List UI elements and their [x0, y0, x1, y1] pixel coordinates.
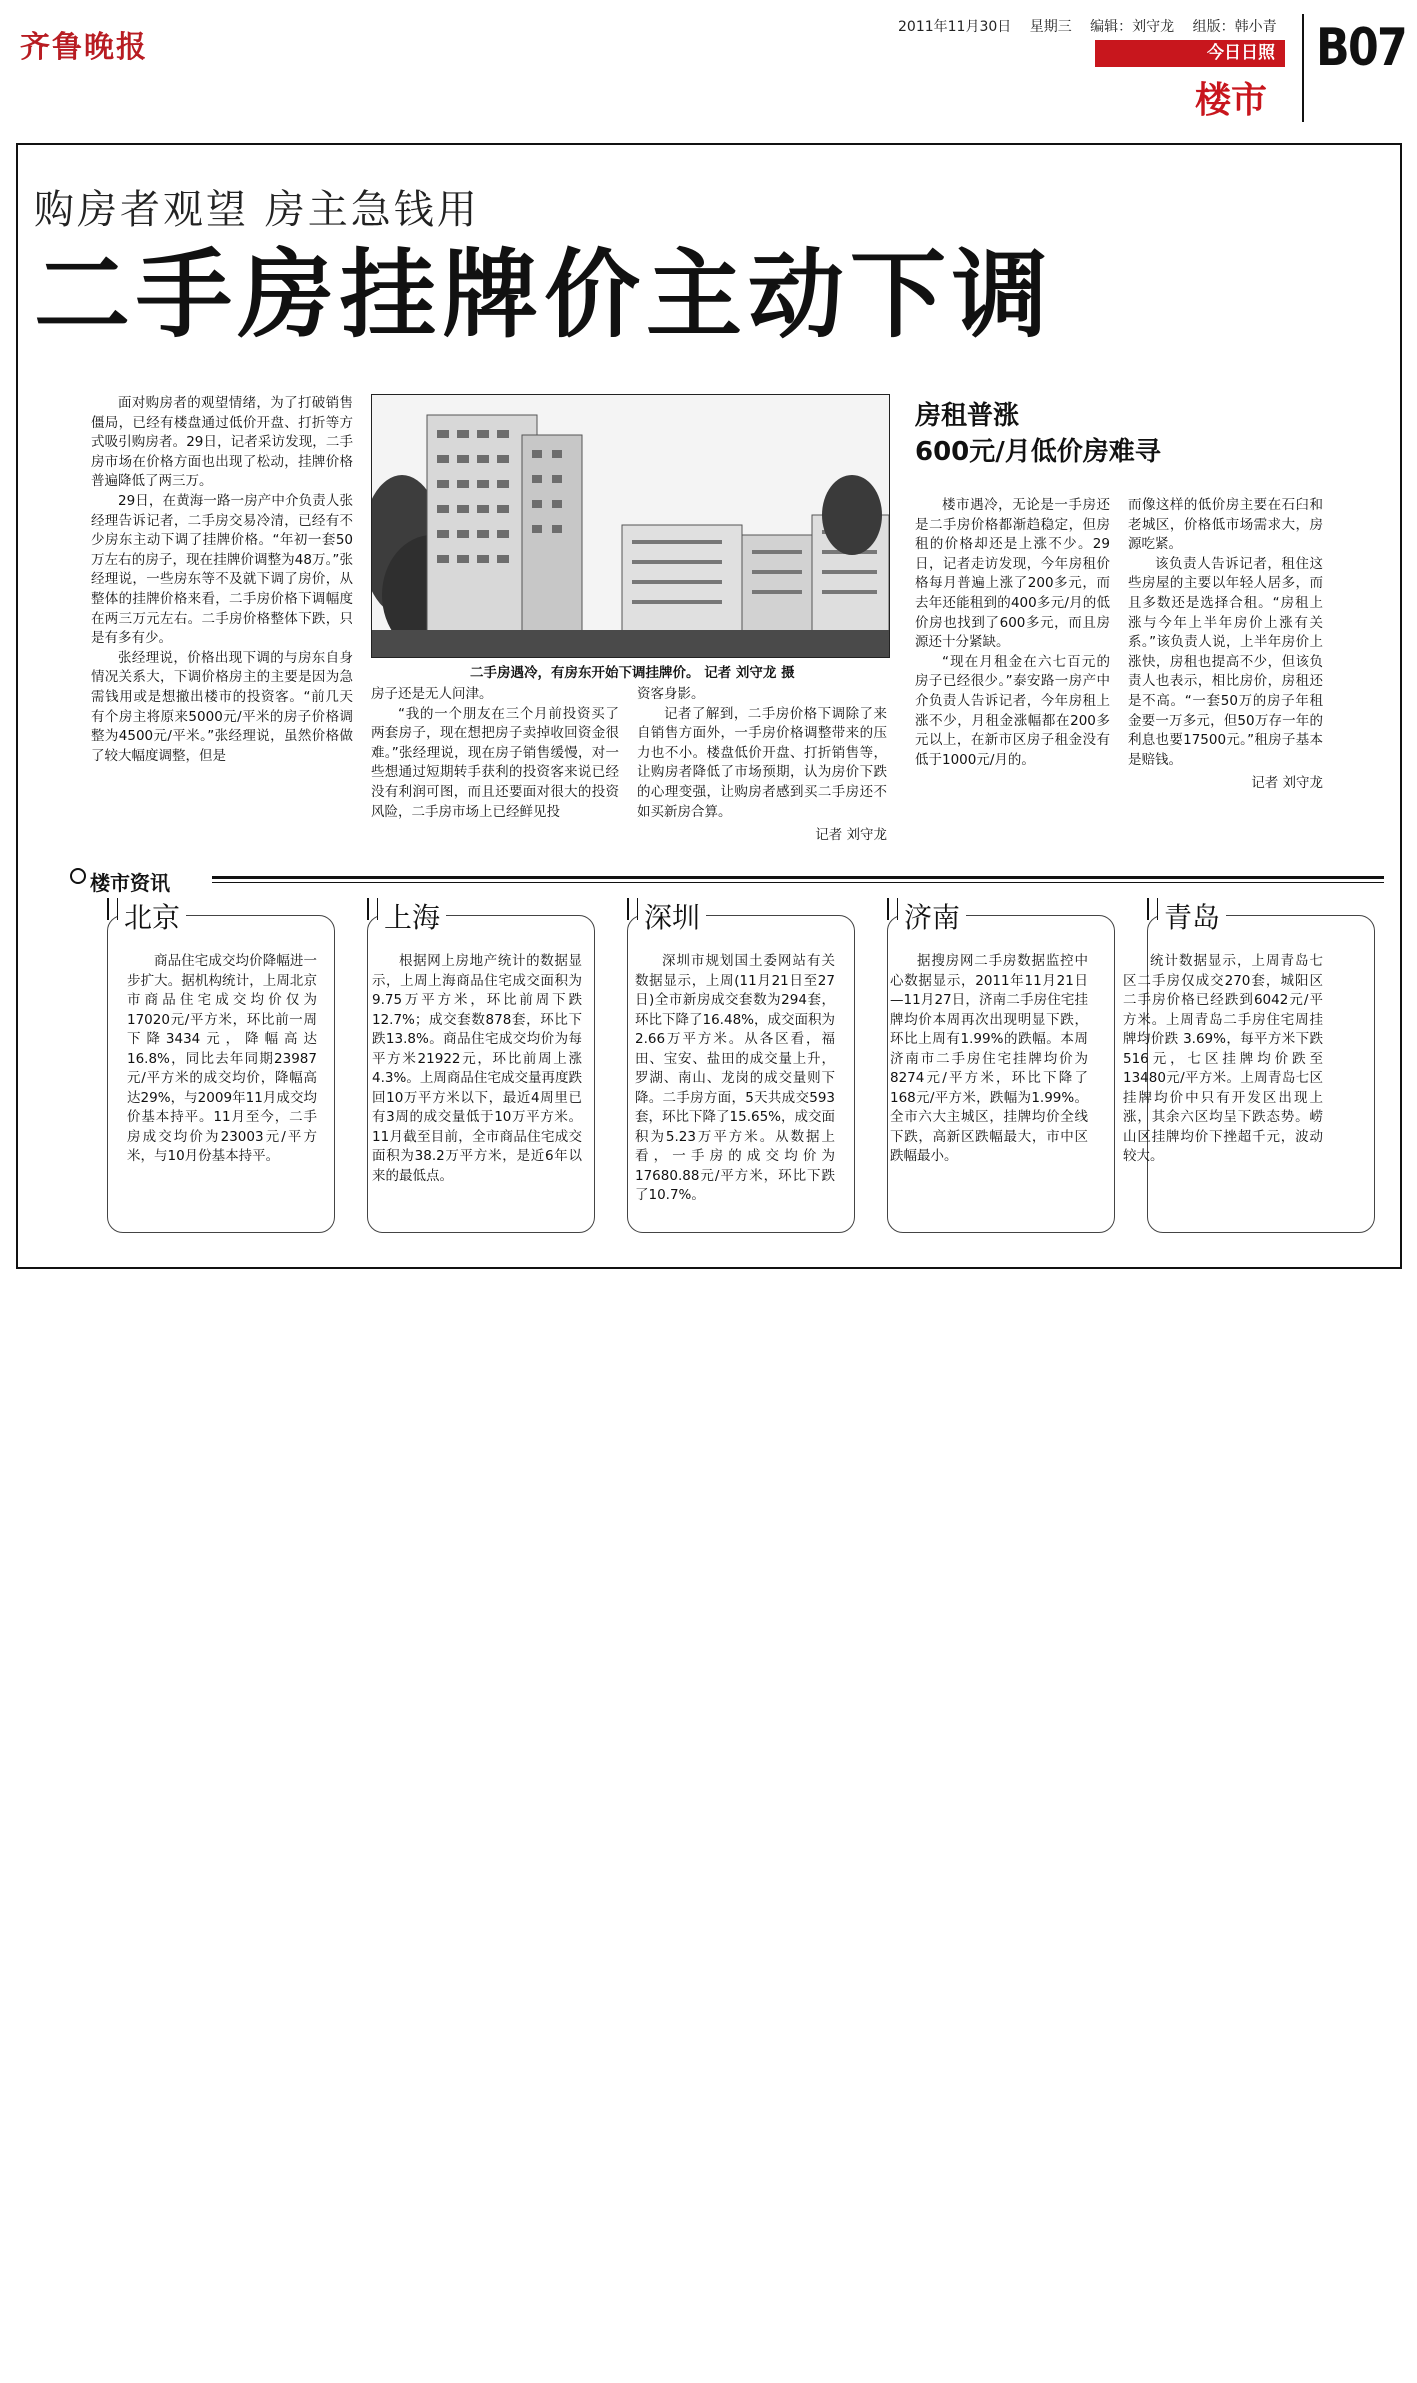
article-column-1 [91, 394, 353, 766]
brief-text [127, 952, 317, 1167]
article-column-3 [637, 685, 887, 846]
paragraph: 29日，在黄海一路一房产中介负责人张经理告诉记者，二手房交易冷清，已经有不少房东主动下调了挂牌价格。“年初一套50万左右的房子，现在挂牌价调整为48万。”张经理说，一些房东等不及就下调了房价，从整体的挂牌价格来看，二手房价格下调幅度在两三万元左右。二手房价格整体下跌，只是有多有少。 [91, 492, 353, 647]
brief-city: 青岛 [1158, 896, 1226, 936]
article-headline: 二手房挂牌价主动下调 [34, 239, 1054, 351]
dateline [898, 16, 1291, 36]
brief-city: 济南 [898, 896, 966, 936]
article-column-2 [371, 685, 619, 822]
side-title-line2: 600元/月低价房难寻 [915, 437, 1161, 467]
paragraph: “现在月租金在六七百元的房子已经很少。”泰安路一房产中介负责人告诉记者，今年房租上涨不少，月租金涨幅都在200多元以上，在新市区房子租金没有低于1000元/月的。 [915, 653, 1110, 768]
brief-text [635, 952, 835, 1206]
paragraph: 该负责人告诉记者，租住这些房屋的主要以年轻人居多，而且多数还是选择合租。“房租上涨与今年上半年房价上涨有关系。”该负责人说，上半年房价上涨快，房租也提高不少，但该负责人也表示，相比房价，房租还是不高。“一套50万的房子年租金要一万多元，但50万存一年的利息也要17500元。”租房子基本是赔钱。 [1128, 555, 1323, 768]
paragraph: 记者了解到，二手房价格下调除了来自销售方面外，一手房价格调整带来的压力也不小。楼盘低价开盘、打折销售等，让购房者降低了市场预期，认为房价下跌的心理变强，让购房者感到买二手房还不如买新房合算。 [637, 705, 887, 820]
brief-text [890, 952, 1088, 1167]
circle-bullet-icon [70, 868, 86, 884]
paragraph: 据搜房网二手房数据监控中心数据显示，2011年11月21日—11月27日，济南二手房住宅挂牌均价本周再次出现明显下跌，环比上周有1.99%的跌幅。本周济南市二手房住宅挂牌均价为8274元/平方米，环比下降了168元/平方米，跌幅为1.99%。全市六大主城区，挂牌均价全线下跌，高新区跌幅最大，市中区跌幅最小。 [890, 953, 1088, 1164]
article-kicker: 购房者观望 房主急钱用 [34, 187, 480, 233]
side-column-1 [915, 496, 1110, 770]
side-title-line1: 房租普涨 [915, 401, 1020, 431]
newspaper-logo: 齐鲁晚报 [20, 30, 148, 65]
side-article-byline: 记者 刘守龙 [1251, 775, 1323, 792]
brief-city: 上海 [378, 896, 446, 936]
paragraph: 面对购房者的观望情绪，为了打破销售僵局，已经有楼盘通过低价开盘、打折等方式吸引购房者。29日，记者采访发现，二手房市场在价格方面也出现了松动，挂牌价格普遍降低了两三万。 [91, 395, 353, 490]
today-tag: 今日日照 [1095, 40, 1285, 67]
paragraph: 张经理说，价格出现下调的与房东自身情况关系大，下调价格房主的主要是因为急需钱用或是想撤出楼市的投资客。“前几天有个房主将原来5000元/平米的房子价格调整为4500元/平米。”张经理说，虽然价格做了较大幅度调整，但是 [91, 649, 353, 764]
building-photo-icon [372, 395, 889, 657]
paragraph: “我的一个朋友在三个月前投资买了两套房子，现在想把房子卖掉收回资金很难。”张经理说，现在房子销售缓慢，对一些想通过短期转手获利的投资客来说已经没有利润可图，而且还要面对很大的投资风险，二手房市场上已经鲜见投 [371, 705, 619, 820]
brief-city: 深圳 [638, 896, 706, 936]
paragraph: 商品住宅成交均价降幅进一步扩大。据机构统计，上周北京市商品住宅成交均价仅为17020元/平方米，环比前一周下降3434元，降幅高达16.8%，同比去年同期23987元/平方米的成交均价，降幅高达29%，与2009年11月成交均价基本持平。11月至今，二手房成交均价为23003元/平方米，与10月份基本持平。 [127, 953, 317, 1164]
section-name: 楼市 [1195, 80, 1268, 121]
issue-date: 2011年11月30日 [898, 19, 1012, 35]
paragraph: 而像这样的低价房主要在石臼和老城区，价格低市场需求大，房源吃紧。 [1128, 497, 1323, 553]
paragraph: 房子还是无人问津。 [371, 686, 493, 702]
paragraph: 楼市遇冷，无论是一手房还是二手房价格都渐趋稳定，但房租的价格却还是上涨不少。29日，记者走访发现，今年房租价格每月普遍上涨了200多元，而去年还能租到的400多元/月的低价房也找到了600多元，而且房源还十分紧缺。 [915, 497, 1110, 651]
photo-caption: 二手房遇冷，有房东开始下调挂牌价。 记者 刘守龙 摄 [470, 665, 795, 681]
side-article-title [915, 398, 1161, 470]
article-photo [371, 394, 890, 658]
brief-text [372, 952, 582, 1186]
side-column-2 [1128, 496, 1323, 794]
briefs-section-title: 楼市资讯 [90, 871, 170, 895]
issue-weekday: 星期三 [1029, 19, 1072, 35]
masthead-divider [1302, 14, 1304, 122]
paragraph: 统计数据显示，上周青岛七区二手房仅成交270套，城阳区二手房价格已经跌到6042元/平方米。上周青岛二手房住宅周挂牌均价跌 3.69%，每平方米下跌516元，七区挂牌均价跌至13480元/平方米。上周青岛七区挂牌均价中只有开发区出现上涨，其余六区均呈下跌态势。崂山区挂牌均价下挫超千元，波动较大。 [1123, 953, 1323, 1164]
paragraph: 资客身影。 [637, 686, 705, 702]
editor-credit: 编辑：刘守龙 [1090, 19, 1175, 35]
page-number: B07 [1316, 18, 1407, 78]
brief-text [1123, 952, 1323, 1167]
briefs-rule-thin [212, 882, 1384, 883]
layout-credit: 组版：韩小青 [1192, 19, 1277, 35]
paragraph: 深圳市规划国土委网站有关数据显示，上周(11月21日至27日)全市新房成交套数为294套，环比下降了16.48%，成交面积为2.66万平方米。从各区看，福田、宝安、盐田的成交量上升，罗湖、南山、龙岗的成交量则下降。二手房方面，5天共成交593套，环比下降了15.65%，成交面积为5.23万平方米。从数据上看，一手房的成交均价为17680.88元/平方米，环比下跌了10.7%。 [635, 953, 835, 1203]
paragraph: 根据网上房地产统计的数据显示，上周上海商品住宅成交面积为9.75万平方米，环比前周下跌12.7%；成交套数878套，环比下跌13.8%。商品住宅成交均价为每平方米21922元，环比前周上涨4.3%。上周商品住宅成交量再度跌回10万平方米以下，最近4周里已有3周的成交量低于10万平方米。11月截至目前，全市商品住宅成交面积为38.2万平方米，是近6年以来的最低点。 [372, 953, 582, 1184]
article-byline: 记者 刘守龙 [815, 827, 887, 844]
brief-city: 北京 [118, 896, 186, 936]
briefs-rule [212, 876, 1384, 879]
